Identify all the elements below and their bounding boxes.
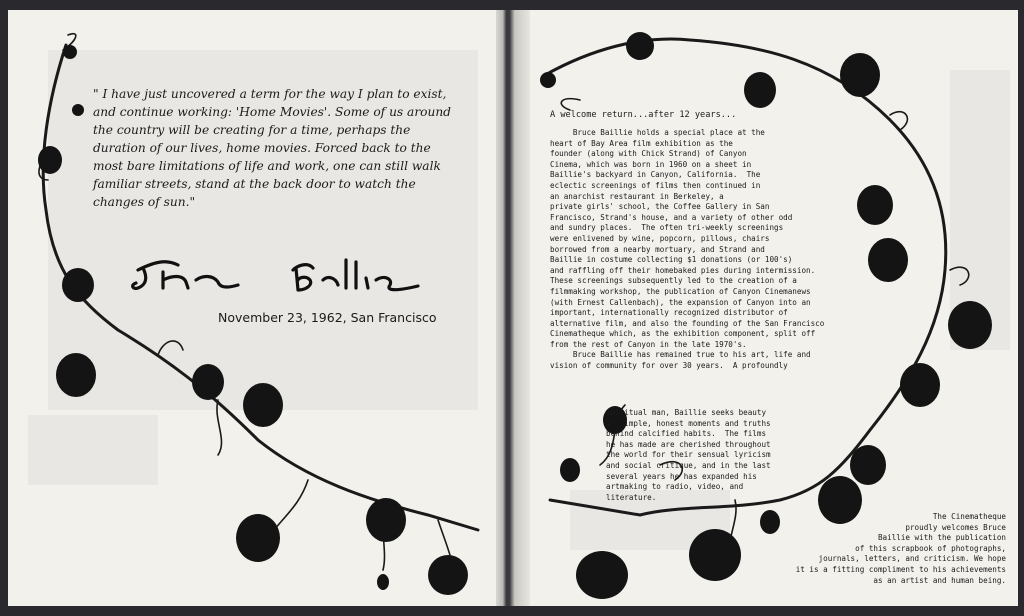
welcome-heading: A welcome return...after 12 years... <box>550 110 737 120</box>
leaf-icon <box>689 529 741 581</box>
leaf-icon <box>560 458 580 482</box>
leaf-icon <box>38 146 62 174</box>
leaf-icon <box>236 514 280 562</box>
leaf-icon <box>377 574 389 590</box>
bruce-baillie-signature <box>128 250 428 300</box>
leaf-icon <box>243 383 283 427</box>
leaf-icon <box>63 45 77 59</box>
leaf-icon <box>576 551 628 599</box>
leaf-icon <box>900 363 940 407</box>
leaf-icon <box>366 498 406 542</box>
leaf-icon <box>760 510 780 534</box>
leaf-icon <box>744 72 776 108</box>
leaf-icon <box>72 104 84 116</box>
leaf-icon <box>850 445 886 485</box>
signature-date: November 23, 1962, San Francisco <box>218 310 437 325</box>
leaf-icon <box>192 364 224 400</box>
closing-text: The Cinematheque proudly welcomes Bruce Baillie with the publication of this scrapbook of photographs, journals, letters, and criticism. We hope it is a fitting compliment to his achievements as an artist and human being. <box>795 512 1006 585</box>
leaf-icon <box>857 185 893 225</box>
book-gutter <box>496 10 530 606</box>
left-page <box>8 10 496 606</box>
leaf-icon <box>428 555 468 595</box>
right-page <box>530 10 1018 606</box>
body-text-main: Bruce Baillie holds a special place at the heart of Bay Area film exhibition as the founder (along with Chick Strand) of Canyon Cinema, which was born in 1960 on a sheet in Baillie's backyard in Canyon, California. The eclectic screenings of films then continued in an anarchist restaurant in Berkeley, a private girls' school, the Coffee Gallery in San Francisco, Strand's house, and a variety of other odd and sundry places. The often tri-weekly screenings were enlivened by wine, popcorn, pillows, chairs borrowed from a nearby mortuary, and Strand and Baillie in costume collecting $1 donations (or 100's) and raffling off their homebaked pies during intermission. These screenings subsequently led to the creation of a filmmaking workshop, the publication of Canyon Cinemanews (with Ernest Callenbach), the expansion of Canyon into an important, internationally recognized distributor of alternative film, and also the founding of the San Francisco Cinematheque which, as the exhibition component, split off from the rest of Canyon in the late 1970's. Bruce Baillie has remained true to his art, life and vision of community for over 30 years. A profoundly <box>550 128 825 371</box>
leaf-icon <box>948 301 992 349</box>
leaf-icon <box>62 268 94 302</box>
home-movies-quote: " I have just uncovered a term for the way I plan to exist, and continue working: 'Home Movies'. Some of us around the country will be creating for a time, perhaps the duration of our lives, home movies. Forced back to the most bare limitations of life and work, one can still walk familiar streets, stand at the back door to watch the changes of sun." <box>93 87 451 209</box>
leaf-icon <box>540 72 556 88</box>
body-text-indented: spiritual man, Baillie seeks beauty in simple, honest moments and truths behind calcified habits. The films he has made are cherished throughout the world for their sensual lyricism and social critique, and in the last several years he has expanded his artmaking to radio, video, and literature. <box>606 408 771 502</box>
leaf-icon <box>626 32 654 60</box>
leaf-icon <box>56 353 96 397</box>
leaf-icon <box>840 53 880 97</box>
leaf-icon <box>868 238 908 282</box>
